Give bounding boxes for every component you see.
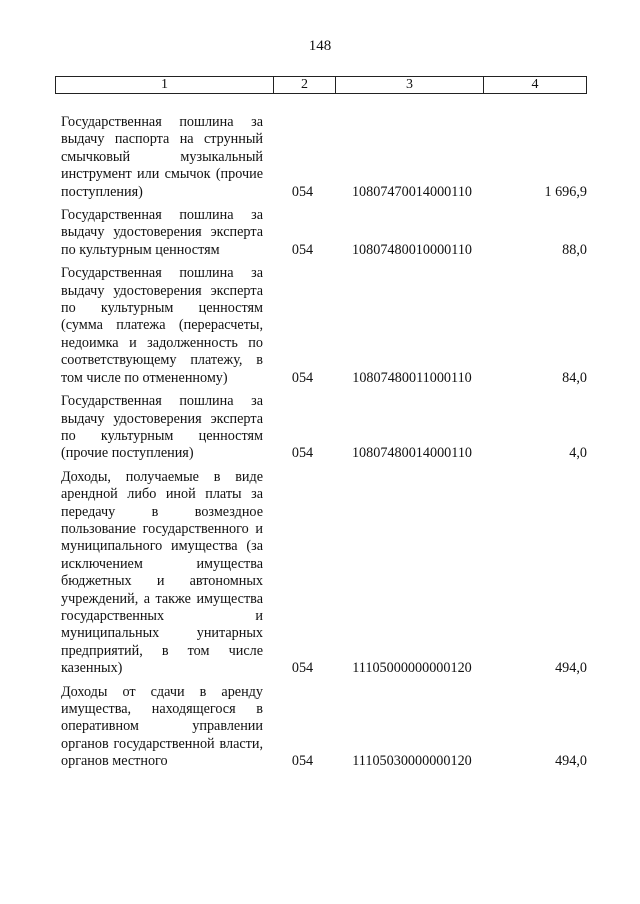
row-admin-code: 054 [291,241,314,258]
table-row [61,684,591,771]
table-row [61,114,591,201]
row-description: Доходы, получаемые в виде арендной либо иной платы за передачу в возмездное пользование государственного и муниципального имущества (за исключением имущества бюджетных и автономных учреждений, а также имущества государственных и муниципальных унитарных предприятий, в том числе казенных) [61,468,263,677]
row-amount: 84,0 [562,369,587,386]
table-row [61,265,591,387]
row-amount: 494,0 [555,753,587,770]
row-admin-code: 054 [291,369,314,386]
row-admin-code: 054 [291,753,314,770]
row-admin-code: 054 [291,445,314,462]
table-row [61,207,591,259]
row-amount: 88,0 [562,241,587,258]
header-col-1: 1 [56,77,274,93]
row-admin-code: 054 [291,660,314,677]
table-row [61,469,591,678]
table-row [61,393,591,463]
row-description: Государственная пошлина за выдачу удостоверения эксперта по культурным ценностям [61,207,263,258]
row-kbk: 10807480010000110 [351,241,473,258]
table-header [55,76,587,94]
row-admin-code: 054 [291,183,314,200]
row-description: Государственная пошлина за выдачу удостоверения эксперта по культурным ценностям (сумма платежа (перерасчеты, недоимка и задолженность по соответствующему платежу, в том числе по отмененному) [61,265,263,386]
row-kbk: 10807480014000110 [351,445,473,462]
row-amount: 4,0 [569,445,587,462]
row-kbk: 11105000000000120 [352,660,472,677]
row-kbk: 10807480011000110 [352,369,472,386]
header-col-3: 3 [336,77,484,93]
table-body [61,114,591,777]
header-col-4: 4 [531,77,539,92]
row-description: Государственная пошлина за выдачу удостоверения эксперта по культурным ценностям (прочие поступления) [61,393,263,462]
row-amount: 1 696,9 [544,183,587,200]
row-description: Государственная пошлина за выдачу паспорта на струнный смычковый музыкальный инструмент или смычок (прочие поступления) [61,114,263,200]
row-description: Доходы от сдачи в аренду имущества, находящегося в оперативном управлении органов государственной власти, органов местного [61,683,263,770]
row-kbk: 11105030000000120 [352,753,472,770]
page-number: 148 [308,38,332,54]
row-amount: 494,0 [555,660,587,677]
header-col-2: 2 [274,77,336,93]
row-kbk: 10807470014000110 [351,183,473,200]
